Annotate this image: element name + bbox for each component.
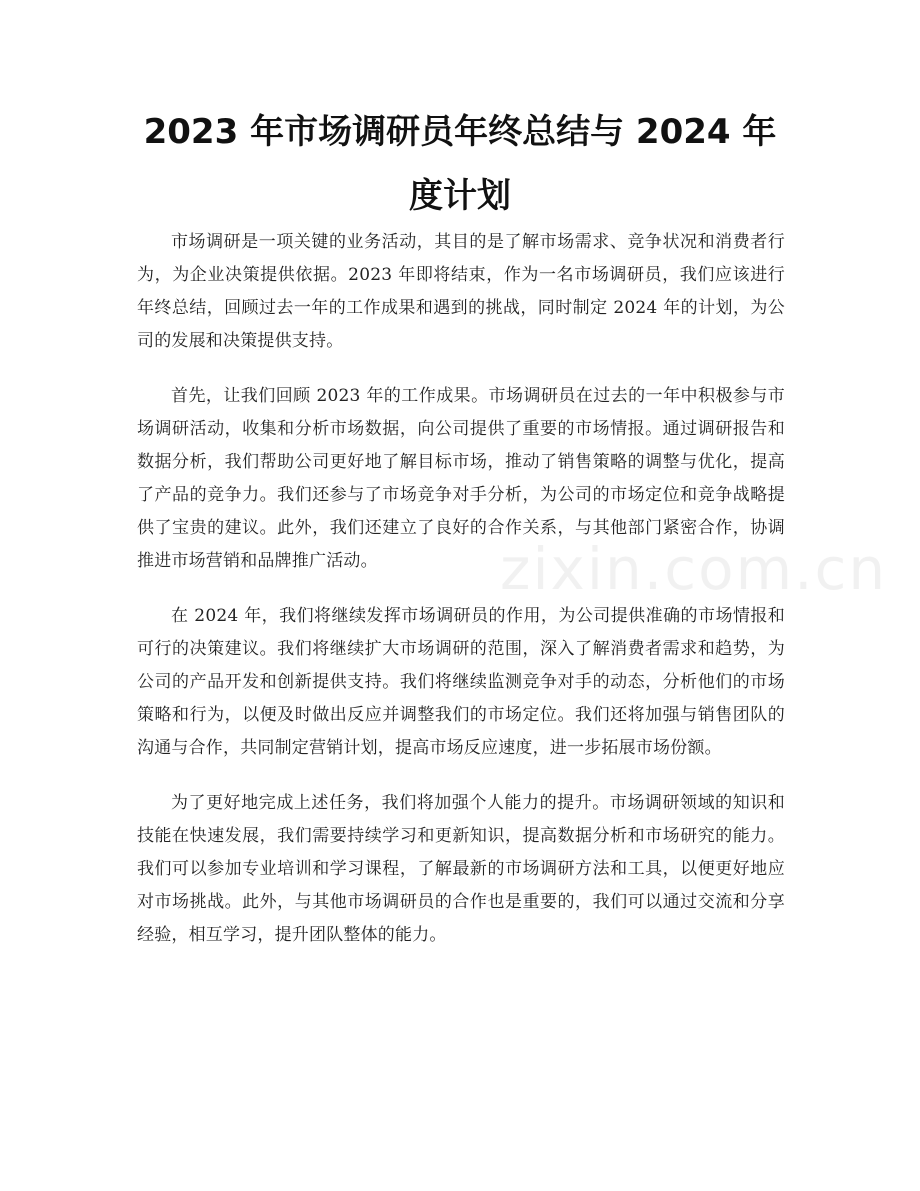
paragraph-4: 为了更好地完成上述任务，我们将加强个人能力的提升。市场调研领域的知识和技能在快速发展，我们需要持续学习和更新知识，提高数据分析和市场研究的能力。我们可以参加专业培训和学习课程，了解最新的市场调研方法和工具，以便更好地应对市场挑战。此外，与其他市场调研员的合作也是重要的，我们可以通过交流和分享经验，相互学习，提升团队整体的能力。 xyxy=(137,793,785,945)
paragraph-2: 首先，让我们回顾 2023 年的工作成果。市场调研员在过去的一年中积极参与市场调研活动，收集和分析市场数据，向公司提供了重要的市场情报。通过调研报告和数据分析，我们帮助公司更好地了解目标市场，推动了销售策略的调整与优化，提高了产品的竞争力。我们还参与了市场竞争对手分析，为公司的市场定位和竞争战略提供了宝贵的建议。此外，我们还建立了良好的合作关系，与其他部门紧密合作，协调推进市场营销和品牌推广活动。 xyxy=(137,386,785,571)
watermark: zixin.com.cn xyxy=(500,535,888,603)
paragraph-3: 在 2024 年，我们将继续发挥市场调研员的作用，为公司提供准确的市场情报和可行的决策建议。我们将继续扩大市场调研的范围，深入了解消费者需求和趋势，为公司的产品开发和创新提供支持。我们将继续监测竞争对手的动态，分析他们的市场策略和行为，以便及时做出反应并调整我们的市场定位。我们还将加强与销售团队的沟通与合作，共同制定营销计划，提高市场反应速度，进一步拓展市场份额。 xyxy=(137,606,785,758)
document-body xyxy=(137,226,785,974)
document-title: 2023 年市场调研员年终总结与 2024 年度计划 xyxy=(143,112,777,216)
paragraph-1: 市场调研是一项关键的业务活动，其目的是了解市场需求、竞争状况和消费者行为，为企业决策提供依据。2023 年即将结束，作为一名市场调研员，我们应该进行年终总结，回顾过去一年的工作成果和遇到的挑战，同时制定 2024 年的计划，为公司的发展和决策提供支持。 xyxy=(137,232,785,351)
